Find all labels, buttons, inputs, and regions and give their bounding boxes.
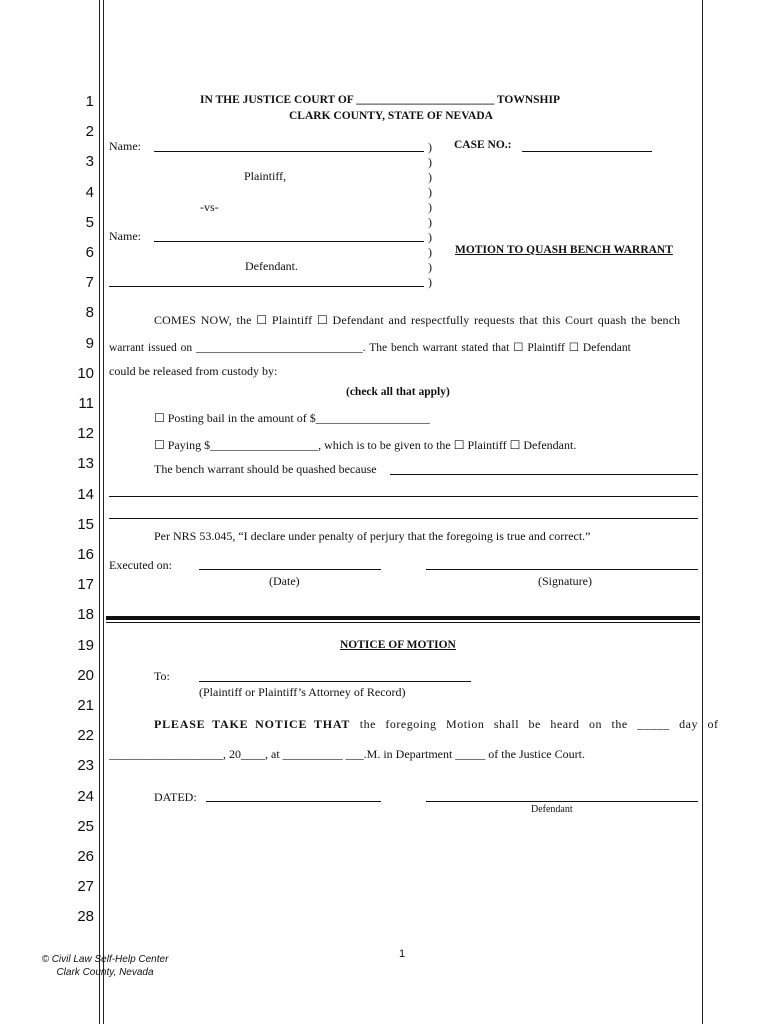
line-number: 26 <box>77 848 94 865</box>
vs-label: -vs- <box>200 200 219 214</box>
line-number: 7 <box>85 274 94 292</box>
page-number: 1 <box>399 948 406 960</box>
court-line: IN THE JUSTICE COURT OF ________________________ TOWNSHIP <box>200 94 560 106</box>
line-number: 16 <box>77 546 94 563</box>
line-number: 21 <box>77 697 94 714</box>
name-label-plaintiff: Name: <box>109 139 141 153</box>
hearing-date-line: ___________________, 20____, at __________ ___.M. in Department _____ of the Justice Court. <box>109 747 585 761</box>
margin-line-outer <box>99 0 100 1024</box>
section-separator-thin <box>106 622 700 623</box>
executed-on-label: Executed on: <box>109 558 172 572</box>
line-number: 9 <box>85 334 94 352</box>
date-label: (Date) <box>269 574 300 588</box>
plaintiff-label: Plaintiff, <box>244 169 287 183</box>
line-number: 25 <box>77 817 94 835</box>
quash-reason-line-2[interactable] <box>109 496 698 497</box>
case-no-line[interactable] <box>522 151 652 152</box>
line-number: 12 <box>77 425 94 443</box>
line-number: 23 <box>77 757 94 775</box>
please-take-notice-rest: the foregoing Motion shall be heard on the _____ day of <box>350 717 719 731</box>
case-no-label: CASE NO.: <box>454 139 512 151</box>
name-label-defendant: Name: <box>109 229 141 243</box>
line-number: 10 <box>77 364 94 382</box>
date-signature-line[interactable] <box>199 569 381 570</box>
right-margin-line <box>702 0 703 1024</box>
line-number: 5 <box>85 213 94 231</box>
line-number: 8 <box>85 304 94 322</box>
quash-reason-line-1[interactable] <box>390 474 698 475</box>
defendant-name-line[interactable] <box>154 241 424 242</box>
please-take-notice <box>154 717 719 732</box>
line-number: 1 <box>85 93 94 110</box>
section-separator-thick <box>106 616 700 620</box>
margin-line-inner <box>103 0 104 1024</box>
line-number: 27 <box>77 878 94 896</box>
quash-because-label: The bench warrant should be quashed because <box>154 462 377 476</box>
line-number: 24 <box>77 787 94 805</box>
signature-line[interactable] <box>426 569 698 570</box>
dated-label: DATED: <box>154 790 197 804</box>
line-number: 11 <box>78 395 94 412</box>
line-number: 14 <box>77 485 94 503</box>
line-number: 3 <box>85 153 94 171</box>
nrs-declaration: Per NRS 53.045, “I declare under penalty of perjury that the foregoing is true and correct.” <box>154 529 591 543</box>
bail-option[interactable]: ☐ Posting bail in the amount of $___________________ <box>154 411 430 425</box>
caption-parentheses: ) ) ) ) ) ) ) ) ) ) <box>428 140 432 289</box>
line-number: 28 <box>77 908 94 926</box>
paying-option[interactable]: ☐ Paying $__________________, which is to be given to the ☐ Plaintiff ☐ Defendant. <box>154 438 577 452</box>
line-number: 20 <box>77 666 94 684</box>
to-line[interactable] <box>199 681 471 682</box>
notice-title: NOTICE OF MOTION <box>340 639 456 651</box>
defendant-signature-line[interactable] <box>426 801 698 802</box>
line-number: 17 <box>77 576 94 594</box>
to-sub-label: (Plaintiff or Plaintiff’s Attorney of Record) <box>199 685 406 699</box>
quash-reason-line-3[interactable] <box>109 518 698 519</box>
footer-org: © Civil Law Self-Help Center <box>41 954 169 965</box>
body-line-1: COMES NOW, the ☐ Plaintiff ☐ Defendant and respectfully requests that this Court quash the bench <box>154 313 681 327</box>
line-number: 4 <box>85 183 94 201</box>
line-number: 19 <box>77 636 94 654</box>
line-number: 22 <box>77 727 94 745</box>
to-label: To: <box>154 669 170 683</box>
defendant-label: Defendant. <box>245 259 298 273</box>
defendant-signature-label: Defendant <box>531 804 573 815</box>
footer-location: Clark County, Nevada <box>56 967 154 978</box>
signature-label: (Signature) <box>538 574 592 588</box>
line-number: 13 <box>77 455 94 473</box>
check-all-label: (check all that apply) <box>346 386 450 398</box>
plaintiff-name-line[interactable] <box>154 151 424 152</box>
body-line-2: warrant issued on _____________________________. The bench warrant stated that ☐ Plaintiff ☐ Defendant <box>109 342 631 354</box>
caption-bottom-line <box>109 286 424 287</box>
dated-line[interactable] <box>206 801 381 802</box>
motion-title: MOTION TO QUASH BENCH WARRANT <box>455 244 673 256</box>
county-line: CLARK COUNTY, STATE OF NEVADA <box>289 110 493 122</box>
line-number: 18 <box>77 606 94 624</box>
please-take-notice-bold: PLEASE TAKE NOTICE THAT <box>154 717 351 731</box>
body-line-3: could be released from custody by: <box>109 364 278 378</box>
line-number: 2 <box>85 123 94 141</box>
line-number: 15 <box>77 515 94 533</box>
line-number: 6 <box>85 244 94 261</box>
